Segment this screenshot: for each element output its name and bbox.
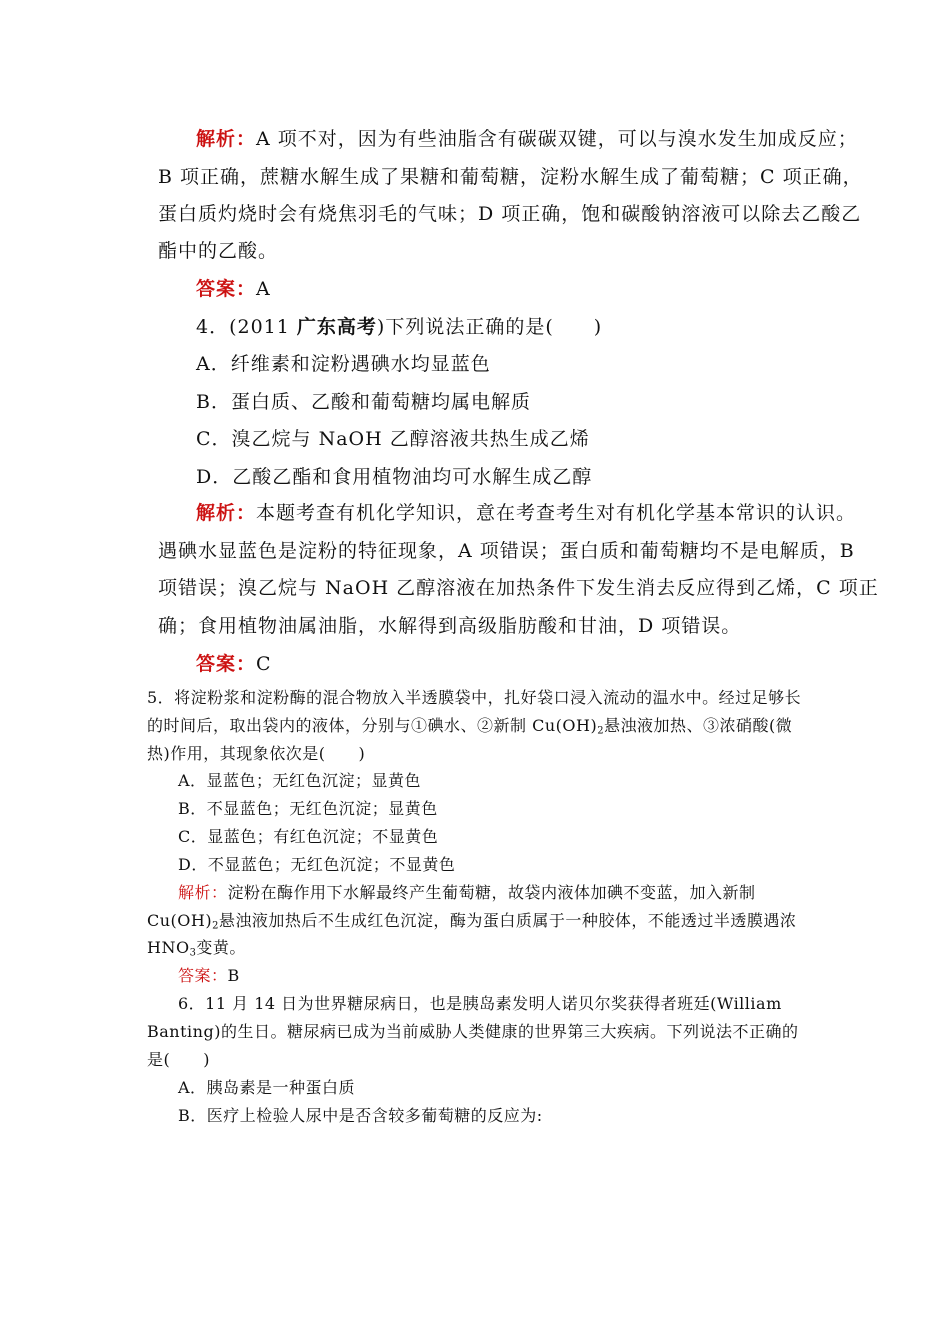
q5-analysis-line-1 (178, 880, 756, 903)
q6-stem-line-2: Banting)的生日。糖尿病已成为当前威胁人类健康的世界第三大疾病。下列说法不正确的 (147, 1022, 799, 1041)
q5-analysis-line-2 (147, 908, 796, 931)
answer-colon: ： (236, 278, 257, 300)
q5-analysis-text: 淀粉在酶作用下水解最终产生葡萄糖，故袋内液体加碘不变蓝，加入新制 (227, 883, 756, 902)
q5-option-c: C．显蓝色；有红色沉淀；不显黄色 (178, 827, 439, 846)
analysis-text: A 项不对，因为有些油脂含有碳碳双键，可以与溴水发生加成反应； (256, 128, 858, 150)
q5-analysis-label: 解析： (178, 883, 228, 902)
q4-analysis-label: 解析 (196, 502, 237, 524)
q4-option-c: C．溴乙烷与 NaOH 乙醇溶液共热生成乙烯 (196, 428, 590, 450)
q5-stem-subscript: 2 (597, 725, 605, 737)
q5-option-a: A．显蓝色；无红色沉淀；显黄色 (178, 771, 422, 790)
q4-option-b: B．蛋白质、乙酸和葡萄糖均属电解质 (196, 391, 531, 413)
analysis-line-4: 酯中的乙酸。 (158, 240, 279, 262)
q5-option-d: D．不显蓝色；无红色沉淀；不显黄色 (178, 855, 456, 874)
q5-answer-label: 答案： (178, 966, 228, 985)
analysis-line-1 (196, 124, 858, 151)
analysis-line-2: B 项正确，蔗糖水解生成了果糖和葡萄糖，淀粉水解生成了葡萄糖；C 项正确， (158, 166, 863, 188)
q5-analysis-subscript: 2 (212, 920, 219, 932)
q5-analysis-subscript-2: 3 (189, 947, 197, 959)
q4-analysis-line-2: 遇碘水显蓝色是淀粉的特征现象，A 项错误；蛋白质和葡萄糖均不是电解质，B (158, 540, 855, 562)
q5-analysis-text-3: 变黄。 (196, 938, 246, 957)
q4-analysis-colon: ： (236, 502, 257, 524)
q4-analysis-line-3: 项错误；溴乙烷与 NaOH 乙醇溶液在加热条件下发生消去反应得到乙烯，C 项正 (158, 577, 879, 599)
q6-option-b: B．医疗上检验人尿中是否含较多葡萄糖的反应为: (178, 1106, 543, 1125)
q5-option-b: B．不显蓝色；无红色沉淀；显黄色 (178, 799, 438, 818)
q4-stem (196, 312, 602, 339)
answer-value: A (256, 278, 271, 300)
q5-stem-line-3: 热)作用，其现象依次是( ) (147, 744, 366, 763)
answer-label: 答案 (196, 278, 237, 300)
q5-analysis-formula: Cu(OH) (147, 911, 213, 930)
q5-stem-line-1: 5．将淀粉浆和淀粉酶的混合物放入半透膜袋中，扎好袋口浸入流动的温水中。经过足够长 (147, 688, 802, 707)
q5-stem-text-b: 悬浊液加热、③浓硝酸(微 (604, 716, 793, 735)
q4-stem-text: )下列说法正确的是( ) (376, 316, 603, 338)
q4-answer-colon: ： (236, 653, 257, 675)
q4-analysis-text: 本题考查有机化学知识，意在考查考生对有机化学基本常识的认识。 (256, 502, 857, 524)
q5-answer-line (178, 963, 240, 986)
analysis-line-3: 蛋白质灼烧时会有烧焦羽毛的气味；D 项正确，饱和碳酸钠溶液可以除去乙酸乙 (158, 203, 862, 225)
q4-analysis-line-4: 确；食用植物油属油脂，水解得到高级脂肪酸和甘油，D 项错误。 (158, 615, 742, 637)
q4-answer-line (196, 649, 272, 676)
q4-answer-label: 答案 (196, 653, 237, 675)
q5-stem-line-2 (147, 713, 792, 736)
q5-analysis-text-2: 悬浊液加热后不生成红色沉淀，酶为蛋白质属于一种胶体，不能透过半透膜遇浓 (218, 911, 797, 930)
q4-answer-value: C (256, 653, 272, 675)
analysis-colon: ： (236, 128, 257, 150)
q6-stem-line-1: 6．11 月 14 日为世界糖尿病日，也是胰岛素发明人诺贝尔奖获得者班廷(William (178, 994, 782, 1013)
q4-source: 广东高考 (296, 316, 377, 338)
q5-analysis-formula-2: HNO (147, 938, 190, 957)
q4-number: 4．(2011 (196, 316, 297, 338)
q5-stem-text-a: 的时间后，取出袋内的液体，分别与①碘水、②新制 Cu(OH) (147, 716, 598, 735)
q6-option-a: A．胰岛素是一种蛋白质 (178, 1078, 356, 1097)
q5-answer-value: B (227, 966, 240, 985)
q4-analysis-line-1 (196, 498, 856, 525)
analysis-label: 解析 (196, 128, 237, 150)
q4-option-d: D．乙酸乙酯和食用植物油均可水解生成乙醇 (196, 466, 593, 488)
q6-stem-line-3: 是( ) (147, 1050, 210, 1069)
q4-option-a: A．纤维素和淀粉遇碘水均显蓝色 (196, 353, 491, 375)
answer-line (196, 274, 271, 301)
q5-analysis-line-3 (147, 935, 246, 958)
